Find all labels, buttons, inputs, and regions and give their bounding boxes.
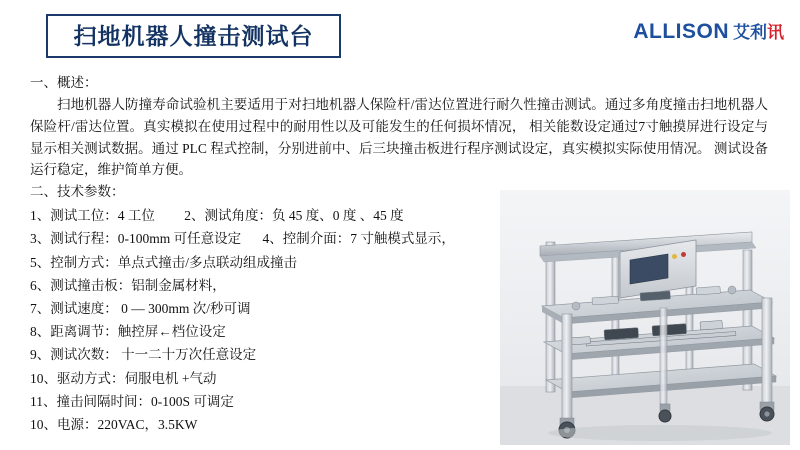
spec-left: 10、电源：220VAC，3.5KW: [30, 417, 198, 433]
spec-row: [30, 204, 500, 227]
spec-row: [30, 251, 500, 274]
spec-row: [30, 390, 500, 413]
collision-test-rig-photo: [500, 190, 790, 445]
spec-left: 9、测试次数： 十一二十万次任意设定: [30, 347, 257, 363]
section-2-heading: 二、技术参数：: [30, 184, 125, 200]
spec-left: 3、测试行程：0-100mm 可任意设定: [30, 231, 242, 247]
spec-left: 5、控制方式：单点式撞击/多点联动组成撞击: [30, 254, 298, 270]
spec-right: 2、测试角度：负 45 度、0 度 、45 度: [184, 208, 404, 224]
brand-name-cn: [733, 18, 784, 43]
spec-left: 7、测试速度： 0 — 300mm 次/秒可调: [30, 301, 251, 317]
section-1-heading: 一、概述：: [30, 75, 98, 90]
spec-left: 1、测试工位：4 工位: [30, 208, 155, 224]
spec-row: [30, 367, 500, 390]
brand-name-en: ALLISON: [633, 20, 729, 43]
spec-row: [30, 413, 500, 436]
spec-row: [30, 320, 500, 343]
spec-left: 6、测试撞击板：铝制金属材料，: [30, 277, 226, 293]
page-title-box: [46, 14, 341, 58]
section-1-paragraph: 扫地机器人防撞寿命试验机主要适用于对扫地机器人保险杆/雷达位置进行耐久性撞击测试。通过多角度撞击扫地机器人保险杆/雷达位置。真实模拟在使用过程中的耐用性以及可能发生的任何损坏情况， 相关能数设定通过7寸触摸屏进行设定与显示相关测试数据。通过 PLC 程式控制，分别进前中、后三块撞击板进行程序测试设定，真实模拟实际使用情况。 测试设备运行稳定，维护简单方便。: [30, 96, 768, 178]
spec-right: 4、控制介面：7 寸触模式显示，: [262, 231, 455, 247]
spec-row: [30, 274, 500, 297]
brand-cn-part2: 讯: [767, 23, 784, 42]
spec-left: 8、距离调节：触控屏←档位设定: [30, 324, 226, 340]
spec-row: [30, 297, 500, 320]
brand-cn-part1: 艾利: [733, 23, 767, 42]
spec-row: [30, 227, 500, 250]
spec-left: 10、驱动方式：伺服电机 +气动: [30, 370, 217, 386]
spec-row: [30, 343, 500, 366]
brand-logo: [633, 18, 784, 44]
spec-list: [30, 204, 500, 436]
page-title: 扫地机器人撞击测试台: [73, 22, 314, 49]
spec-left: 11、撞击间隔时间：0-100S 可调定: [30, 393, 234, 409]
